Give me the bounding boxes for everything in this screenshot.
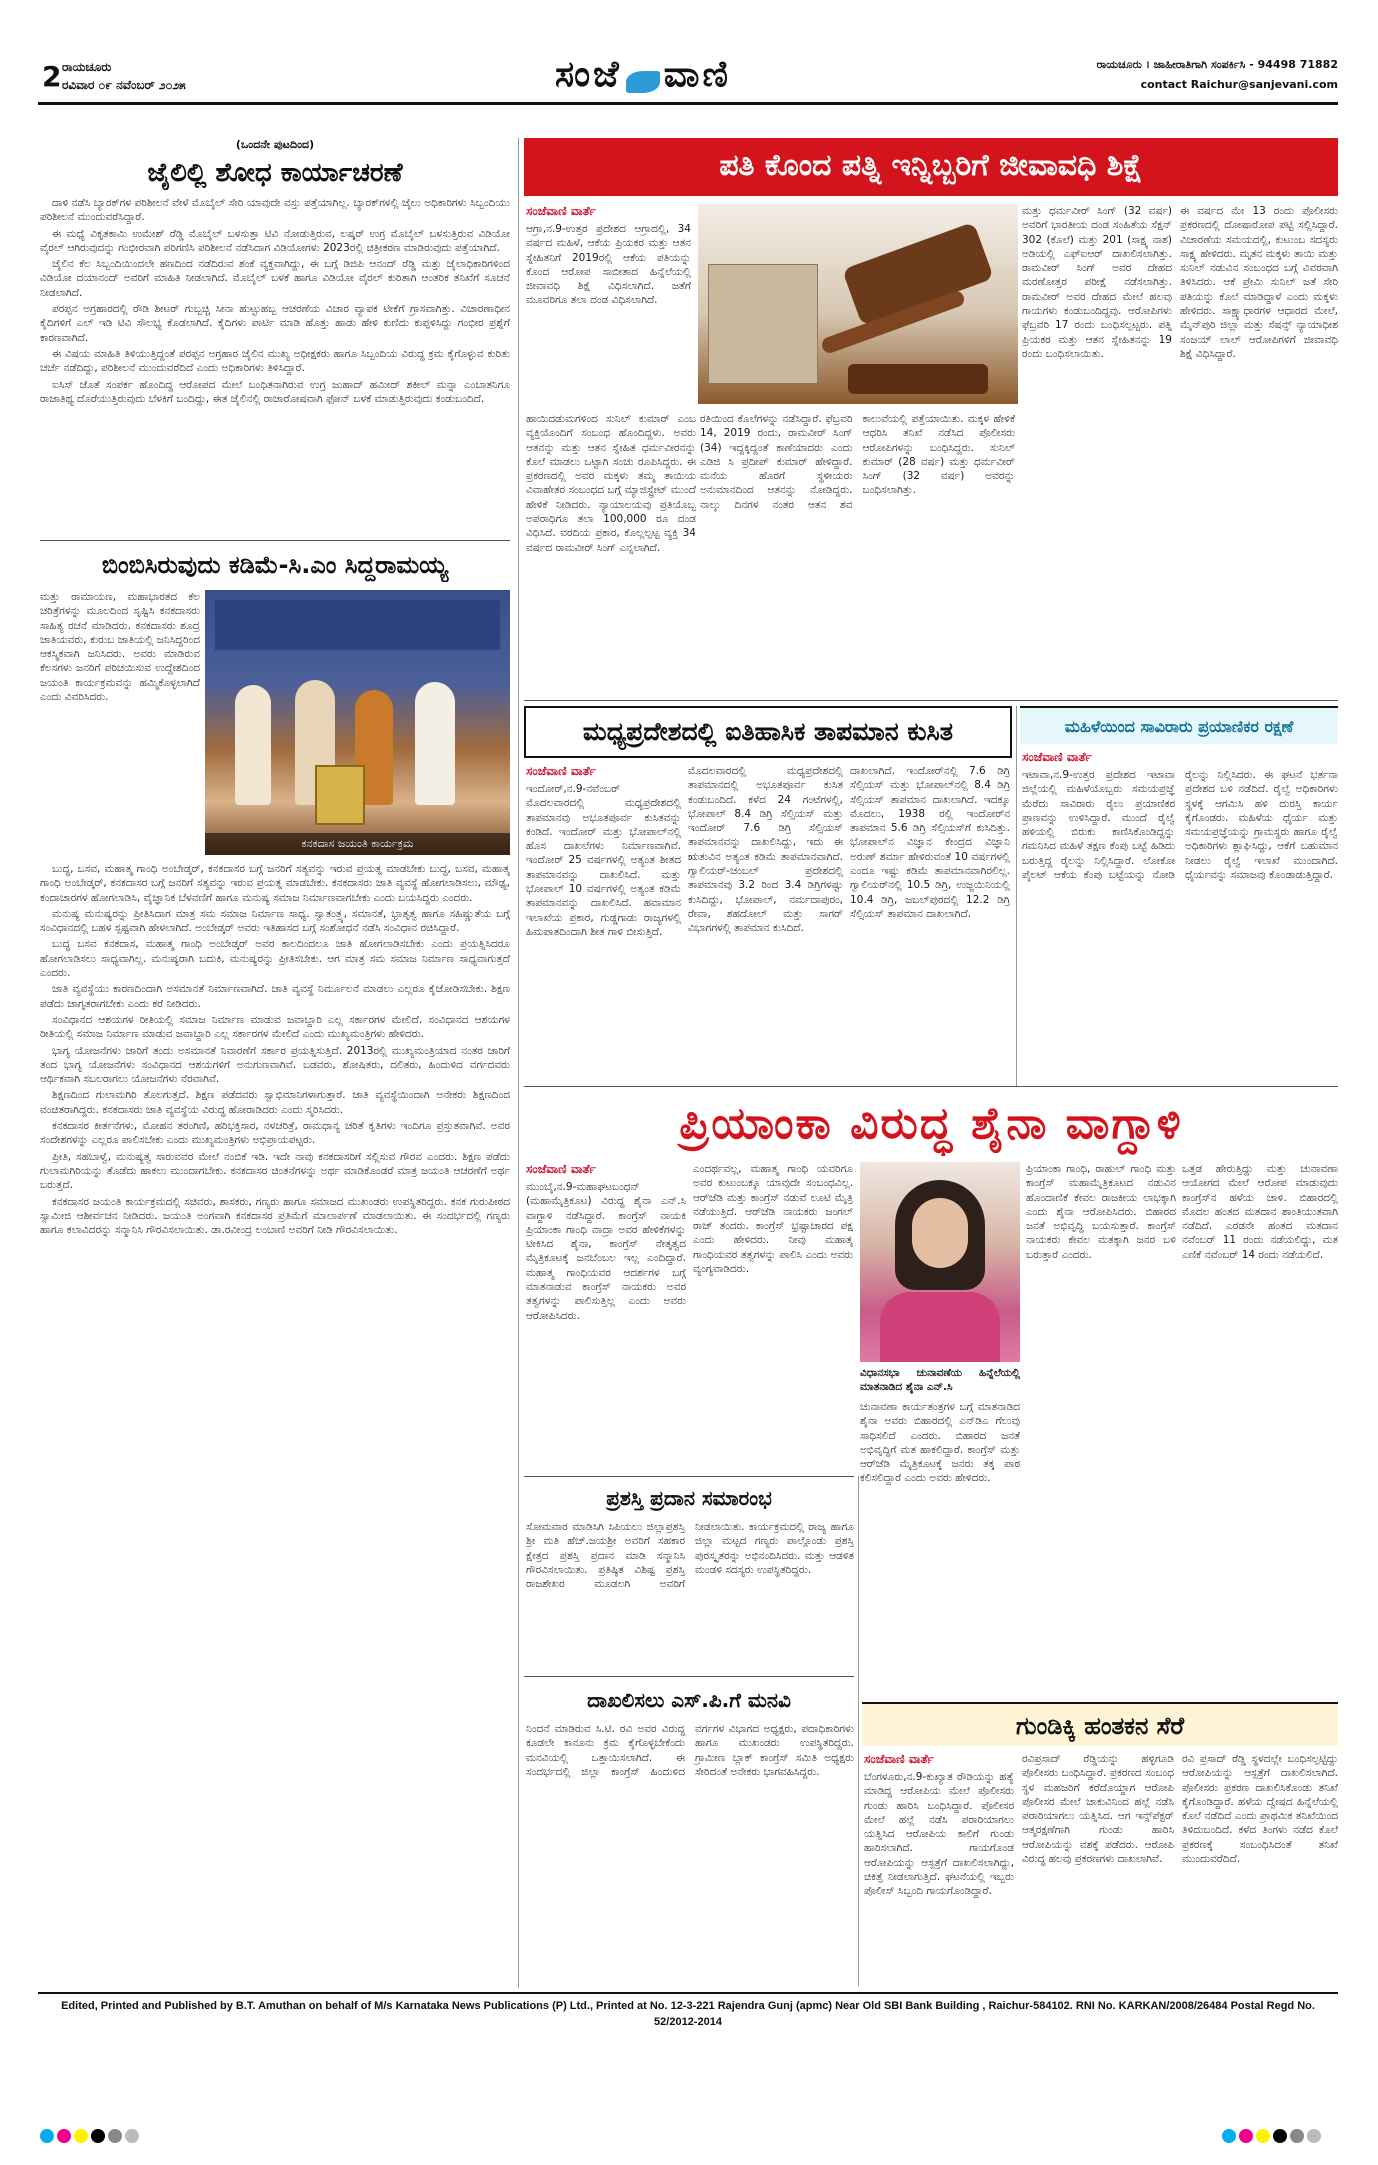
- jail-headline: ಜೈಲಿಲ್ಲಿ ಶೋಧ ಕಾರ್ಯಾಚರಣೆ: [147, 158, 403, 188]
- portrait-face: [912, 1198, 968, 1268]
- portrait-dress: [880, 1292, 1000, 1362]
- cm-intro: ಮತ್ತು ರಾಮಾಯಣ, ಮಹಾಭಾರತದ ಕೆಲ ಚರಿತ್ರೆಗಳನ್ನು ಮೂಲದಿಂದ ಸೃಷ್ಟಿಸಿ ಕನಕದಾಸರು ಸಾಹಿತ್ಯ ರಚನೆ ಮಾಡಿದರು. ಕನಕದಾಸರು ಶೂದ್ರ ಜಾತಿಯವರು, ಕುರುಬ ಜಾತಿಯಲ್ಲಿ ಜನಿಸಿದ್ದರಿಂದ ಆಕಸ್ಮಿಕವಾಗಿ ಜನಿಸಿದರು. ಅವರು ಮಾಡಿರುವ ಕೆಲಸಗಳು ಜನರಿಗೆ ಪರಿಚಯಿಸುವ ಉದ್ದೇಶದಿಂದ ಜಯಂತಿ ಕಾರ್ಯಕ್ರಮವನ್ನು ಹಮ್ಮಿಕೊಳ್ಳಲಾಗಿದೆ ಎಂದು ವಿವರಿಸಿದರು.: [40, 591, 200, 704]
- life-col2: ರತಿಯಿಂದ ಕೊಲೆಗಳನ್ನು ನಡೆಸಿದ್ದಾರೆ. ಫೆಬ್ರವರಿ 14, 2019 ರಂದು, ರಾಮವೀರ್ ಸಿಂಗ್ (34) ಇದ್ದಕ್ಕಿದ್ದಂತೆ ಕಾಣೆಯಾದರು ಎಂದು ಎಡಿಜಿ ಸಿ ಪ್ರದೀಪ್ ಕುಮಾರ್ ಹೇಳಿದ್ದಾರೆ. ಮನೆಯ ಹೊರಗೆ ಸ್ಥಳೀಯರು ಅನುಮಾನದಿಂದ ಆತನನ್ನು ನೋಡಿದ್ದರು. ನಾಲ್ಕು ದಿನಗಳ ನಂತರ ಆತನ ಶವ ಕಾಲುವೆಯಲ್ಲಿ ಪತ್ತೆಯಾಯಿತು. ಮಕ್ಕಳ ಹೇಳಿಕೆ ಆಧರಿಸಿ ತನಿಖೆ ನಡೆಸಿದ ಪೊಲೀಸರು ಆರೋಪಿಗಳನ್ನು ಬಂಧಿಸಿದ್ದರು. ಸುನಿಲ್ ಕುಮಾರ್ (28 ವರ್ಷ) ಮತ್ತು ಧರ್ಮವೀರ್ ಸಿಂಗ್ (32 ವರ್ಷ) ಅವರನ್ನು ಬಂಧಿಸಲಾಗಿತ್ತು.: [700, 413, 1015, 511]
- shaina-photo: [860, 1162, 1020, 1362]
- life-sentence-headline: ಪತಿ ಕೊಂದ ಪತ್ನಿ ಇನ್ನಿಬ್ಬರಿಗೆ ಜೀವಾವಧಿ ಶಿಕ್ಷೆ: [719, 148, 1143, 183]
- black-dot: [1273, 2129, 1287, 2143]
- award-headline: ಪ್ರಶಸ್ತಿ ಪ್ರದಾನ ಸಮಾರಂಭ: [606, 1486, 772, 1510]
- footer-imprint: Edited, Printed and Published by B.T. Amuthan on behalf of M/s Karnataka News Publications (P) Ltd., Printed at No. 12-3-221 Rajendra Gunj (apmc) Near Old SBI Bank Building , Raichur-584102. RNI No. KARKAN/2008/26484 Postal Regd No. 52/2012-2014: [61, 2000, 1315, 2028]
- jail-paragraph: ಐಸಿಸ್ ಜೊತೆ ಸಂಪರ್ಕ ಹೊಂದಿದ್ದ ಆರೋಪದ ಮೇಲೆ ಬಂಧಿತನಾಗಿರುವ ಉಗ್ರ ಜುಹಾದ್ ಹಮೀದ್ ಶಕೀಲ್ ಮನ್ನಾ ಎಂಬಾತನಿಗೂ ರಾಜಾತಿಥ್ಯ ದೊರೆಯುತ್ತಿರುವುದು ಬೆಳಕಿಗೆ ಬಂದಿದ್ದು, ಈತ ಜೈಲಿನಲ್ಲಿ ರಾಜಾರೋಷವಾಗಿ ಫೋನ್ ಬಳಕೆ ಮಾಡುತ್ತಿರುವುದು ಕಂಡುಬಂದಿದೆ.: [40, 378, 510, 405]
- masthead: [478, 54, 808, 106]
- priyanka-col1: ಮುಂಬೈ,ನ.9-ಮಹಾಘಟಬಂಧನ್ (ಮಹಾಮೈತ್ರಿಕೂಟ) ವಿರುದ್ಧ ಶೈನಾ ಎನ್.ಸಿ ವಾಗ್ದಾಳಿ ನಡೆಸಿದ್ದಾರೆ. ಕಾಂಗ್ರೆಸ್ ನಾಯಕಿ ಪ್ರಿಯಾಂಕಾ ಗಾಂಧಿ ವಾದ್ರಾ ಅವರ ಹೇಳಿಕೆಗಳನ್ನು ಟೀಕಿಸಿದ ಶೈನಾ, ಕಾಂಗ್ರೆಸ್ ನೇತೃತ್ವದ ಮೈತ್ರಿಕೂಟಕ್ಕೆ ಜನಬೆಂಬಲ ಇಲ್ಲ ಎಂದಿದ್ದಾರೆ. ಮಹಾತ್ಮ ಗಾಂಧಿಯವರ ಆದರ್ಶಗಳ ಬಗ್ಗೆ ಮಾತನಾಡುವ ಕಾಂಗ್ರೆಸ್ ನಾಯಕರು ಅವರ ತತ್ವಗಳನ್ನು ಪಾಲಿಸುತ್ತಿಲ್ಲ ಎಂದು ಅವರು ಆರೋಪಿಸಿದರು.: [526, 1181, 686, 1322]
- heat-byline: ಸಂಜೆವಾಣಿ ವಾರ್ತೆ: [526, 764, 596, 778]
- heat-headline-box: [524, 706, 1012, 758]
- magenta-dot: [57, 2129, 71, 2143]
- cm-paragraph: ಮನುಷ್ಯ ಮನುಷ್ಯರನ್ನು ಪ್ರೀತಿಸಿದಾಗ ಮಾತ್ರ ಸಮ ಸಮಾಜ ನಿರ್ಮಾಣ ಸಾಧ್ಯ. ಸ್ವಾತಂತ್ರ್ಯ, ಸಮಾನತೆ, ಭ್ರಾತೃತ್ವ ಹಾಗೂ ಸಹಿಷ್ಣುತೆಯ ಬಗ್ಗೆ ಸಂವಿಧಾನದಲ್ಲಿ ಬಹಳ ಸ್ಪಷ್ಟವಾಗಿ ಹೇಳಲಾಗಿದೆ. ಅಂಬೇಡ್ಕರ್ ಅವರು ಇತಿಹಾಸದ ಬಗ್ಗೆ ಸಂಶೋಧನೆ ನಡೆಸಿ ಸಂವಿಧಾನ ರಚಿಸಿದ್ದಾರೆ.: [40, 907, 510, 935]
- gundikki-byline: ಸಂಜೆವಾಣಿ ವಾರ್ತೆ: [864, 1752, 934, 1766]
- person-figure: [235, 685, 271, 805]
- jail-kicker: (ಒಂದನೇ ಪುಟದಿಂದ): [235, 138, 315, 151]
- cm-paragraph: ಭಾಗ್ಯ ಯೋಜನೆಗಳು ಜಾರಿಗೆ ತಂದು ಅಸಮಾನತೆ ನಿವಾರಣೆಗೆ ಸರ್ಕಾರ ಪ್ರಯತ್ನಿಸುತ್ತಿದೆ. 2013ರಲ್ಲಿ ಮುಖ್ಯಮಂತ್ರಿಯಾದ ನಂತರ ಜಾರಿಗೆ ತಂದ ಭಾಗ್ಯ ಯೋಜನೆಗಳು ಸಂವಿಧಾನದ ಆಶಯಗಳಿಗೆ ಅನುಗುಣವಾಗಿವೆ. ಬಡವರು, ಶೋಷಿತರು, ದಲಿತರು, ಹಿಂದುಳಿದ ವರ್ಗದವರು ಆರ್ಥಿಕವಾಗಿ ಸಬಲರಾಗಲು ಯೋಜನೆಗಳು ನೆರವಾಗಿವೆ.: [40, 1044, 510, 1086]
- cm-paragraph: ಪ್ರೀತಿ, ಸಹಬಾಳ್ವೆ, ಮನುಷ್ಯತ್ವ ಸಾರುವವರ ಮೇಲೆ ನಂಬಿಕೆ ಇಡಿ. ಇದೇ ನಾವು ಕನಕದಾಸರಿಗೆ ಸಲ್ಲಿಸುವ ಗೌರವ ಎಂದರು. ಶಿಕ್ಷಣ ಪಡೆದು ಗುಲಾಮಗಿರಿಯನ್ನು ತೊಡೆದು ಹಾಕಲು ಮುಂದಾಗಬೇಕು. ಕನಕದಾಸರ ಚಿಂತನೆಗಳನ್ನು ಅರ್ಥ ಮಾಡಿಕೊಂಡರೆ ಮಾತ್ರ ಜಯಂತಿ ಆಚರಣೆಗೆ ಅರ್ಥ ಬರುತ್ತದೆ.: [40, 1150, 510, 1192]
- yellow-dot: [1256, 2129, 1270, 2143]
- heat-col2: ಮೊದಲವಾರದಲ್ಲಿ ಮಧ್ಯಪ್ರದೇಶದಲ್ಲಿ ತಾಪಮಾನದಲ್ಲಿ ಅಭೂತಪೂರ್ವ ಕುಸಿತ ಕಂಡುಬಂದಿದೆ. ಕಳೆದ 24 ಗಂಟೆಗಳಲ್ಲಿ, ಭೋಪಾಲ್ 8.4 ಡಿಗ್ರಿ ಸೆಲ್ಸಿಯಸ್ ಮತ್ತು ಇಂದೋರ್ 7.6 ಡಿಗ್ರಿ ಸೆಲ್ಸಿಯಸ್ ತಾಪಮಾನವನ್ನು ದಾಖಲಿಸಿದ್ದು, ಇದು ಈ ಋತುವಿನ ಅತ್ಯಂತ ಕಡಿಮೆ ತಾಪಮಾನವಾಗಿದೆ. ಗ್ವಾಲಿಯರ್-ಚಂಬಲ್ ಪ್ರದೇಶದಲ್ಲಿ ತಾಪಮಾನವು 3.2 ರಿಂದ 3.4 ಡಿಗ್ರಿಗಳಷ್ಟು ಕುಸಿದಿದ್ದು, ಭೋಪಾಲ್, ನರ್ಮದಾಪುರಂ, ರೇವಾ, ಶಹದೋಲ್ ಮತ್ತು ಸಾಗರ್ ವಿಭಾಗಗಳಲ್ಲಿ ತಾಪಮಾನ ಕುಸಿದಿದೆ.: [688, 765, 843, 935]
- life-col4: ಈ ವರ್ಷದ ಮೇ 13 ರಂದು ಪೊಲೀಸರು ಪ್ರಕರಣದಲ್ಲಿ ದೋಷಾರೋಪ ಪಟ್ಟಿ ಸಲ್ಲಿಸಿದ್ದಾರೆ. ವಿಚಾರಣೆಯ ಸಮಯದಲ್ಲಿ, ಕುಟುಂಬ ಸದಸ್ಯರು ಸಾಕ್ಷ್ಯ ಹೇಳಿದರು. ಮೃತನ ಮಕ್ಕಳು ತಾಯಿ ಮತ್ತು ಸುನಿಲ್ ನಡುವಿನ ಸಂಬಂಧದ ಬಗ್ಗೆ ವಿವರವಾಗಿ ತಿಳಿಸಿದರು. ಆಕೆ ಪ್ರೇಮಿ ಸುನಿಲ್ ಜತೆ ಸೇರಿ ಪತಿಯನ್ನು ಕೊಲೆ ಮಾಡಿದ್ದಾಳೆ ಎಂದು ಮಕ್ಕಳು ಹೇಳಿದರು. ಸಾಕ್ಷ್ಯಾಧಾರಗಳ ಆಧಾರದ ಮೇಲೆ, ಮೈನ್‌ಪುರಿ ಜಿಲ್ಲಾ ಮತ್ತು ಸೆಷನ್ಸ್ ನ್ಯಾಯಾಧೀಶ ಸಂಜಯ್ ಲಾಲ್ ಆರೋಪಿಗಳಿಗೆ ಜೀವಾವಧಿ ಶಿಕ್ಷೆ ವಿಧಿಸಿದ್ದಾರೆ.: [1180, 205, 1338, 360]
- masthead-left: ಸಂಜೆ: [554, 54, 622, 95]
- cm-event-photo: [205, 590, 510, 855]
- gundikki-headline-box: [862, 1702, 1338, 1746]
- yellow-dot: [74, 2129, 88, 2143]
- contact-email: contact Raichur@sanjevani.com: [1140, 78, 1338, 91]
- jail-paragraph: ಈ ವಿಷಯ ಮಾಹಿತಿ ತಿಳಿಯುತ್ತಿದ್ದಂತೆ ಪರಪ್ಪನ ಅಗ್ರಹಾರ ಜೈಲಿನ ಮುಖ್ಯ ಅಧೀಕ್ಷಕರು ಹಾಗೂ ಸಿಬ್ಬಂದಿಯ ವಿರುದ್ಧ ಕ್ರಮ ಕೈಗೊಳ್ಳುವ ಕುರಿತು ಚರ್ಚೆ ನಡೆದಿದ್ದು, ಪರಿಶೀಲನೆ ಮುಂದುವರೆದಿದೆ ಎಂದು ಅಧಿಕಾರಿಗಳು ತಿಳಿಸಿದ್ದಾರೆ.: [40, 347, 510, 375]
- page-header: [38, 54, 1338, 130]
- jail-paragraph: ಪರಪ್ಪನ ಅಗ್ರಹಾರದಲ್ಲಿ ರೌಡಿ ಶೀಟರ್ ಗುಬ್ಬಚ್ಚಿ ಸೀನಾ ಹುಟ್ಟುಹಬ್ಬ ಆಚರಣೆಯ ವಿಚಾರ ವ್ಯಾಪಕ ಟೀಕೆಗೆ ಗ್ರಾಸವಾಗಿತ್ತು. ವಿಚಾರಣಾಧೀನ ಕೈದಿಗಳಿಗೆ ಎಲ್ ಇಡಿ ಟಿವಿ ಸೌಲಭ್ಯ ಕೊಡಲಾಗಿದೆ. ಕೈದಿಗಳು ಪಾರ್ಟಿ ಮಾಡಿ ಹೊತ್ತು ಹಾಡು ಹೇಳಿ ಕುಣಿದು ಕುಪ್ಪಳಿಸಿದ್ದು ಗಂಭೀರ ಪ್ರಶ್ನೆಗೆ ಕಾರಣವಾಗಿದೆ.: [40, 303, 510, 344]
- column-divider: [858, 1476, 859, 1986]
- passengers-body: ಇಟಾವಾ,ನ.9-ಉತ್ತರ ಪ್ರದೇಶದ ಇಟಾವಾ ಜಿಲ್ಲೆಯಲ್ಲಿ ಮಹಿಳೆಯೊಬ್ಬರು ಸಮಯಪ್ರಜ್ಞೆ ಮೆರೆದು ಸಾವಿರಾರು ರೈಲು ಪ್ರಯಾಣಿಕರ ಪ್ರಾಣವನ್ನು ಉಳಿಸಿದ್ದಾರೆ. ಮುಂದೆ ರೈಲ್ವೆ ಹಳಿಯಲ್ಲಿ ಬಿರುಕು ಕಾಣಿಸಿಕೊಂಡಿದ್ದನ್ನು ಗಮನಿಸಿದ ಮಹಿಳೆ ತಕ್ಷಣ ಕೆಂಪು ಬಟ್ಟೆ ಹಿಡಿದು ಬರುತ್ತಿದ್ದ ರೈಲನ್ನು ನಿಲ್ಲಿಸಿದ್ದಾರೆ. ಲೋಕೋ ಪೈಲಟ್ ಆಕೆಯ ಕೆಂಪು ಬಟ್ಟೆಯನ್ನು ನೋಡಿ ರೈಲನ್ನು ನಿಲ್ಲಿಸಿದರು. ಈ ಘಟನೆ ಭರ್ತನಾ ಪ್ರದೇಶದ ಬಳಿ ನಡೆದಿದೆ. ರೈಲ್ವೆ ಅಧಿಕಾರಿಗಳು ಸ್ಥಳಕ್ಕೆ ಆಗಮಿಸಿ ಹಳಿ ದುರಸ್ತಿ ಕಾರ್ಯ ಕೈಗೊಂಡರು. ಮಹಿಳೆಯ ಧೈರ್ಯ ಮತ್ತು ಸಮಯಪ್ರಜ್ಞೆಯನ್ನು ಗ್ರಾಮಸ್ಥರು ಹಾಗೂ ರೈಲ್ವೆ ಅಧಿಕಾರಿಗಳು ಶ್ಲಾಘಿಸಿದ್ದು, ಆಕೆಗೆ ಬಹುಮಾನ ನೀಡಲು ರೈಲ್ವೆ ಇಲಾಖೆ ಮುಂದಾಗಿದೆ. ಧೈರ್ಯವನ್ನು ಸಮಾಜವು ಕೊಂಡಾಡುತ್ತಿದ್ದಾರೆ.: [1022, 769, 1338, 882]
- gundikki-col1: ಬೆಂಗಳೂರು,ನ.9-ಕುಖ್ಯಾತ ರೌಡಿಯನ್ನು ಹತ್ಯೆ ಮಾಡಿದ್ದ ಆರೋಪಿಯ ಮೇಲೆ ಪೊಲೀಸರು ಗುಂಡು ಹಾರಿಸಿ ಬಂಧಿಸಿದ್ದಾರೆ. ಪೊಲೀಸರ ಮೇಲೆ ಹಲ್ಲೆ ನಡೆಸಿ ಪರಾರಿಯಾಗಲು ಯತ್ನಿಸಿದ ಆರೋಪಿಯ ಕಾಲಿಗೆ ಗುಂಡು ಹಾರಿಸಲಾಗಿದೆ. ಗಾಯಗೊಂಡ ಆರೋಪಿಯನ್ನು ಆಸ್ಪತ್ರೆಗೆ ದಾಖಲಿಸಲಾಗಿದ್ದು, ಚಿಕಿತ್ಸೆ ನೀಡಲಾಗುತ್ತಿದೆ. ಘಟನೆಯಲ್ಲಿ ಇಬ್ಬರು ಪೊಲೀಸ್ ಸಿಬ್ಬಂದಿ ಗಾಯಗೊಂಡಿದ್ದಾರೆ.: [864, 1771, 1014, 1898]
- cm-paragraph: ಬುದ್ಧ ಬಸವ ಕನಕದಾಸ, ಮಹಾತ್ಮ ಗಾಂಧಿ ಅಂಬೇಡ್ಕರ್ ಅವರ ಕಾಲದಿಂದಲೂ ಜಾತಿ ಹೋಗಲಾಡಿಸಬೇಕು ಎಂದು ಪ್ರಯತ್ನಿಸಿದರೂ ಹೋಗಲಾಡಿಸಲು ಸಾಧ್ಯವಾಗಿಲ್ಲ. ಮನುಷ್ಯರಾಗಿ ಬದುಕಿ, ಮನುಷ್ಯರನ್ನು ಪ್ರೀತಿಸಬೇಕು. ಆಗ ಮಾತ್ರ ಸಮ ಸಮಾಜ ನಿರ್ಮಾಣ ಸಾಧ್ಯವಾಗುತ್ತದೆ ಎಂದರು.: [40, 938, 510, 980]
- person-figure: [415, 682, 455, 805]
- cm-paragraph: ಕನಕದಾಸರ ಕೀರ್ತನೆಗಳು, ಮೋಹನ ತರಂಗಿಣಿ, ಹರಿಭಕ್ತಿಸಾರ, ನಳಚರಿತ್ರೆ, ರಾಮಧಾನ್ಯ ಚರಿತೆ ಕೃತಿಗಳು ಇಂದಿಗೂ ಪ್ರಸ್ತುತವಾಗಿವೆ. ಅವರ ಸಂದೇಶಗಳನ್ನು ಎಲ್ಲರೂ ಪಾಲಿಸಬೇಕು ಎಂದು ಮುಖ್ಯಮಂತ್ರಿಗಳು ಅಭಿಪ್ರಾಯಪಟ್ಟರು.: [40, 1120, 510, 1147]
- contact-line: ರಾಯಚೂರು । ಜಾಹೀರಾತಿಗಾಗಿ ಸಂಪರ್ಕಿಸಿ - 94498 71882: [1096, 58, 1338, 71]
- masthead-right: ವಾಣಿ: [663, 54, 731, 95]
- jail-paragraph: ಜೈಲಿನ ಕೆಲ ಸಿಬ್ಬಂದಿಯಿಂದಲೇ ಹಣದಿಂದ ನಡೆದಿರುವ ಶಂಕೆ ವ್ಯಕ್ತವಾಗಿದ್ದು, ಈ ಬಗ್ಗೆ ಡಿಜಿಪಿ ಆನಂದ್ ರೆಡ್ಡಿ ಮತ್ತು ಜೈಲಾಧಿಕಾರಿಗಳಿಂದ ವಿಡಿಯೋ ದಯಾನಂದ್ ಅವರಿಗೆ ಮಾಹಿತಿ ನೀಡಲಾಗಿದೆ. ಮೊಬೈಲ್ ಬಳಕೆ ಹಾಗೂ ವಿಡಿಯೋ ವೈರಲ್ ಕುರಿತಾಗಿ ಆಂತರಿಕ ತನಿಖೆಗೆ ಸೂಚನೆ ನೀಡಲಾಗಿದೆ.: [40, 258, 510, 299]
- stage-banner: [215, 600, 500, 650]
- column-divider: [1016, 706, 1017, 1086]
- priyanka-col3-below: ಚುನಾವಣಾ ಕಾರ್ಯತಂತ್ರಗಳ ಬಗ್ಗೆ ಮಾತನಾಡಿದ ಶೈನಾ ಅವರು ಬಿಹಾರದಲ್ಲಿ ಎನ್‌ಡಿಎ ಗೆಲುವು ಸಾಧಿಸಲಿದೆ ಎಂದರು. ಬಿಹಾರದ ಜನತೆ ಅಭಿವೃದ್ಧಿಗೆ ಮತ ಹಾಕಲಿದ್ದಾರೆ. ಕಾಂಗ್ರೆಸ್ ಮತ್ತು ಆರ್‌ಜೆಡಿ ಮೈತ್ರಿಕೂಟಕ್ಕೆ ಜನರು ತಕ್ಕ ಪಾಠ ಕಲಿಸಲಿದ್ದಾರೆ ಎಂದು ಅವರು ಹೇಳಿದರು.: [860, 1401, 1020, 1485]
- divider: [524, 1086, 1338, 1087]
- divider: [40, 540, 510, 541]
- cm-paragraph: ಶಿಕ್ಷಣದಿಂದ ಗುಲಾಮಗಿರಿ ತೊಲಗುತ್ತದೆ. ಶಿಕ್ಷಣ ಪಡೆದವರು ಸ್ವಾಭಿಮಾನಿಗಳಾಗುತ್ತಾರೆ. ಜಾತಿ ವ್ಯವಸ್ಥೆಯಿಂದಾಗಿ ಅನೇಕರು ಶಿಕ್ಷಣದಿಂದ ವಂಚಿತರಾಗಿದ್ದರು. ಕನಕದಾಸರು ಜಾತಿ ವ್ಯವಸ್ಥೆಯ ವಿರುದ್ಧ ಹೋರಾಡಿದರು ಎಂದು ಸ್ಮರಿಸಿದರು.: [40, 1089, 510, 1116]
- divider: [524, 700, 1338, 701]
- cm-paragraph: ಕನಕದಾಸರ ಜಯಂತಿ ಕಾರ್ಯಕ್ರಮದಲ್ಲಿ ಸಚಿವರು, ಶಾಸಕರು, ಗಣ್ಯರು ಹಾಗೂ ಸಮಾಜದ ಮುಖಂಡರು ಉಪಸ್ಥಿತರಿದ್ದರು. ಕನಕ ಗುರುಪೀಠದ ಸ್ವಾಮೀಜಿ ಆಶೀರ್ವಚನ ನೀಡಿದರು. ಜಯಂತಿ ಅಂಗವಾಗಿ ಕನಕದಾಸರ ಪ್ರತಿಮೆಗೆ ಮಾಲಾರ್ಪಣೆ ಮಾಡಲಾಯಿತು. ಈ ಸಂದರ್ಭದಲ್ಲಿ ಗಣ್ಯರು ಹಾಗೂ ಕಲಾವಿದರನ್ನು ಸನ್ಮಾನಿಸಿ ಗೌರವಿಸಲಾಯಿತು. ಡಾ.ರವೀಂದ್ರ ಲಂಬಾಣಿ ಅವರಿಗೆ ನೀಡಿ ಗೌರವಿಸಲಾಯಿತು.: [40, 1195, 510, 1237]
- gundikki-headline: ಗುಂಡಿಕ್ಕಿ ಹಂತಕನ ಸೆರೆ: [1015, 1712, 1185, 1740]
- book-stack: [708, 264, 818, 384]
- gundikki-col3: ರವಿ ಪ್ರಸಾದ್ ರೆಡ್ಡಿ ಸ್ಥಳದಲ್ಲೇ ಬಂಧಿಸಲ್ಪಟ್ಟಿದ್ದು ಆರೋಪಿಯನ್ನು ಆಸ್ಪತ್ರೆಗೆ ದಾಖಲಿಸಲಾಗಿದೆ. ಪೊಲೀಸರು ಪ್ರಕರಣ ದಾಖಲಿಸಿಕೊಂಡು ತನಿಖೆ ಕೈಗೊಂಡಿದ್ದಾರೆ. ಹಳೆಯ ದ್ವೇಷದ ಹಿನ್ನೆಲೆಯಲ್ಲಿ ಕೊಲೆ ನಡೆದಿದೆ ಎಂದು ಪ್ರಾಥಮಿಕ ತನಿಖೆಯಿಂದ ತಿಳಿದುಬಂದಿದೆ. ಕಳೆದ ತಿಂಗಳು ನಡೆದ ಕೊಲೆ ಪ್ರಕರಣಕ್ಕೆ ಸಂಬಂಧಿಸಿದಂತೆ ತನಿಖೆ ಮುಂದುವರೆದಿದೆ.: [1182, 1753, 1338, 1866]
- shaina-caption: ವಿಧಾನಸಭಾ ಚುನಾವಣೆಯ ಹಿನ್ನೆಲೆಯಲ್ಲಿ ಮಾತನಾಡಿದ ಶೈನಾ ಎನ್.ಸಿ: [860, 1367, 1020, 1394]
- header-date: ರವಿವಾರ ೦೯ ನವೆಂಬರ್ ೨೦೨೫: [62, 78, 186, 92]
- priyanka-byline: ಸಂಜೆವಾಣಿ ವಾರ್ತೆ: [526, 1162, 596, 1176]
- registration-marks-right: [1222, 2128, 1324, 2147]
- award-body: ಸೋಮವಾರ ಮಾಡಿಸಿಗಿ ಸಿಪಿಯಲು ಜಿಲ್ಲಾಪ್ರಶಸ್ತಿ ಶ್ರೀ ಮತಿ ಹೆಚ್.ಜಯಶ್ರೀ ಅವರಿಗೆ ಸಹಕಾರ ಕ್ಷೇತ್ರದ ಪ್ರಶಸ್ತಿ ಪ್ರದಾನ ಮಾಡಿ ಸನ್ಮಾನಿಸಿ ಗೌರವಿಸಲಾಯಿತು. ಪ್ರತಿಷ್ಠಿತ ವಿಶಿಷ್ಟ ಪ್ರಶಸ್ತಿ ರಾಜಶೇಖರ ಮೂಡಲಗಿ ಅವರಿಗೆ ನೀಡಲಾಯಿತು. ಕಾರ್ಯಕ್ರಮದಲ್ಲಿ ರಾಜ್ಯ ಹಾಗೂ ಜಿಲ್ಲಾ ಮಟ್ಟದ ಗಣ್ಯರು ಪಾಲ್ಗೊಂಡು ಪ್ರಶಸ್ತಿ ಪುರಸ್ಕೃತರನ್ನು ಅಭಿನಂದಿಸಿದರು. ಮತ್ತು ಆಡಳಿತ ಮಂಡಳಿ ಸದಸ್ಯರು ಉಪಸ್ಥಿತರಿದ್ದರು.: [526, 1521, 854, 1591]
- cyan-dot: [40, 2129, 54, 2143]
- heat-col3: ದಾಖಲಾಗಿದೆ. ಇಂದೋರ್‌ನಲ್ಲಿ 7.6 ಡಿಗ್ರಿ ಸೆಲ್ಸಿಯಸ್ ಮತ್ತು ಭೋಪಾಲ್‌ನಲ್ಲಿ 8.4 ಡಿಗ್ರಿ ಸೆಲ್ಸಿಯಸ್ ತಾಪಮಾನ ದಾಖಲಾಗಿದೆ. ಇದಕ್ಕೂ ಮೊದಲು, 1938 ರಲ್ಲಿ ಇಂದೋರ್‌ನ ತಾಪಮಾನ 5.6 ಡಿಗ್ರಿ ಸೆಲ್ಸಿಯಸ್‌ಗೆ ಕುಸಿದಿತ್ತು. ಭೋಪಾಲ್‌ನ ವಿಜ್ಞಾನ ಕೇಂದ್ರದ ವಿಜ್ಞಾನಿ ಅರುಣ್ ಶರ್ಮಾ ಹೇಳಿರುವಂತೆ 10 ವರ್ಷಗಳಲ್ಲಿ ಎಂದೂ ಇಷ್ಟು ಕಡಿಮೆ ತಾಪಮಾನವಾಗಿರಲಿಲ್ಲ. ಗ್ವಾಲಿಯರ್‌ನಲ್ಲಿ 10.5 ಡಿಗ್ರಿ, ಉಜ್ಜಯಿನಿಯಲ್ಲಿ 10.4 ಡಿಗ್ರಿ, ಜಬಲ್‌ಪುರದಲ್ಲಿ 12.2 ಡಿಗ್ರಿ ಸೆಲ್ಸಿಯಸ್ ತಾಪಮಾನ ದಾಖಲಾಗಿದೆ.: [850, 765, 1010, 920]
- heat-col1: ಇಂದೋರ್,ನ.9-ನವೆಂಬರ್ ಮೊದಲವಾರದಲ್ಲಿ ಮಧ್ಯಪ್ರದೇಶದಲ್ಲಿ ತಾಪಮಾನವು ಅಭೂತಪೂರ್ವ ಕುಸಿತವನ್ನು ಕಂಡಿದೆ. ಇಂದೋರ್ ಮತ್ತು ಭೋಪಾಲ್‌ನಲ್ಲಿ ಹೊಸ ದಾಖಲೆಗಳು ನಿರ್ಮಾಣವಾಗಿವೆ. ಇಂದೋರ್ 25 ವರ್ಷಗಳಲ್ಲಿ ಅತ್ಯಂತ ಶೀತದ ತಾಪಮಾನವನ್ನು ದಾಖಲಿಸಿದೆ. ಮತ್ತು ಭೋಪಾಲ್ 10 ವರ್ಷಗಳಲ್ಲಿ ಅತ್ಯಂತ ಕಡಿಮೆ ತಾಪಮಾನವನ್ನು ದಾಖಲಿಸಿದೆ. ಹವಾಮಾನ ಇಲಾಖೆಯ ಪ್ರಕಾರ, ಗುಡ್ಡಗಾಡು ರಾಜ್ಯಗಳಲ್ಲಿ ಹಿಮಪಾತದಿಂದಾಗಿ ಶೀತ ಗಾಳಿ ಬೀಸುತ್ತಿದೆ.: [526, 783, 681, 938]
- header-rule: [38, 102, 1338, 105]
- footer-rule: [38, 1992, 1338, 1994]
- grey-dot: [108, 2129, 122, 2143]
- life-col1-top: ಆಗ್ರಾ,ನ.9-ಉತ್ತರ ಪ್ರದೇಶದ ಆಗ್ರಾದಲ್ಲಿ, 34 ವರ್ಷದ ಮಹಿಳೆ, ಆಕೆಯ ಪ್ರಿಯಕರ ಮತ್ತು ಆತನ ಸ್ನೇಹಿತನಿಗೆ 2019ರಲ್ಲಿ ಆಕೆಯ ಪತಿಯನ್ನು ಕೊಂದ ಆರೋಪ ಸಾಬೀತಾದ ಹಿನ್ನೆಲೆಯಲ್ಲಿ ಜೀವಾವಧಿ ಶಿಕ್ಷೆ ವಿಧಿಸಲಾಗಿದೆ. ಜತೆಗೆ ಮೂವರಿಗೂ ತಲಾ ದಂಡ ವಿಧಿಸಲಾಗಿದೆ.: [526, 223, 691, 307]
- life-col1-bottom: ಹಾಯಿದಡುಮಗಳಿಂದ ಸುನಿಲ್ ಕುಮಾರ್ ಎಂಬ ವ್ಯಕ್ತಿಯೊಂದಿಗೆ ಸಂಬಂಧ ಹೊಂದಿದ್ದಳು. ಅವರು ಆತನನ್ನು ಮತ್ತು ಆತನ ಸ್ನೇಹಿತ ಧರ್ಮವೀರನನ್ನು ಕೊಲೆ ಮಾಡಲು ಒಟ್ಟಾಗಿ ಸಂಚು ರೂಪಿಸಿದ್ದರು. ಈ ಪ್ರಕರಣದಲ್ಲಿ ಅವರ ಮಕ್ಕಳು ತಮ್ಮ ತಾಯಿಯ ವಿವಾಹೇತರ ಸಂಬಂಧದ ಬಗ್ಗೆ ಮ್ಯಾಜಿಸ್ಟ್ರೇಟ್ ಮುಂದೆ ಹೇಳಿಕೆ ನೀಡಿದರು. ನ್ಯಾಯಾಲಯವು ಪ್ರತಿಯೊಬ್ಬ ಅಪರಾಧಿಗೂ ತಲಾ 100,000 ರೂ ದಂಡ ವಿಧಿಸಿದೆ. ವರದಿಯ ಪ್ರಕಾರ, ಕೊಲ್ಲಲ್ಪಟ್ಟ ವ್ಯಕ್ತಿ 34 ವರ್ಷದ ರಾಮವೀರ್ ಸಿಂಗ್ ಎನ್ನಲಾಗಿದೆ.: [526, 413, 696, 554]
- jail-paragraph: ದಾಳಿ ನಡೆಸಿ ಬ್ಯಾರಕ್‌ಗಳ ಪರಿಶೀಲನೆ ವೇಳೆ ಮೊಬೈಲ್ ಸೇರಿ ಯಾವುದೇ ವಸ್ತು ಪತ್ತೆಯಾಗಿಲ್ಲ. ಬ್ಯಾರಕ್‌ಗಳಲ್ಲಿ ಜೈಲು ಅಧಿಕಾರಿಗಳು ಸಿಬ್ಬಂದಿಯು ಪರಿಶೀಲನೆ ಮುಂದುವರೆಸಿದ್ದಾರೆ.: [40, 197, 510, 224]
- passengers-byline: ಸಂಜೆವಾಣಿ ವಾರ್ತೆ: [1022, 750, 1092, 764]
- grey-dot: [1307, 2129, 1321, 2143]
- grey-dot: [1290, 2129, 1304, 2143]
- divider: [524, 1676, 854, 1677]
- magenta-dot: [1239, 2129, 1253, 2143]
- priyanka-col4: ಪ್ರಿಯಾಂಕಾ ಗಾಂಧಿ, ರಾಹುಲ್ ಗಾಂಧಿ ಮತ್ತು ಕಾಂಗ್ರೆಸ್ ಮಹಾಮೈತ್ರಿಕೂಟದ ನಡುವಿನ ಹೊಂದಾಣಿಕೆ ಕೇವಲ ರಾಜಕೀಯ ಲಾಭಕ್ಕಾಗಿ ಎಂದು ಶೈನಾ ಆರೋಪಿಸಿದರು. ಬಿಹಾರದ ಜನತೆ ಅಭಿವೃದ್ಧಿ ಬಯಸುತ್ತಾರೆ. ಕಾಂಗ್ರೆಸ್ ನಾಯಕರು ಕೇವಲ ಮತಕ್ಕಾಗಿ ಜನರ ಬಳಿ ಬರುತ್ತಾರೆ ಎಂದರು.: [1026, 1163, 1176, 1261]
- priyanka-col2: ಎಂದರ್ಥವಲ್ಲ, ಮಹಾತ್ಮ ಗಾಂಧಿ ಯವರಿಗೂ ಅವರ ಕುಟುಂಬಕ್ಕೂ ಯಾವುದೇ ಸಂಬಂಧವಿಲ್ಲ. ಆರ್‌ಜೆಡಿ ಮತ್ತು ಕಾಂಗ್ರೆಸ್ ನಡುವೆ ಲೂಟಿ ಮೈತ್ರಿ ನಡೆಯುತ್ತಿದೆ. ಆರ್‌ಜೆಡಿ ನಾಯಕರು ಜಂಗಲ್ ರಾಜ್ ತಂದರು. ಕಾಂಗ್ರೆಸ್ ಭ್ರಷ್ಟಾಚಾರದ ಪಕ್ಷ ಎಂದು ಹೇಳಿದರು. ನೀವು ಮಹಾತ್ಮ ಗಾಂಧಿಯವರ ತತ್ವಗಳನ್ನು ಪಾಲಿಸಿ ಎಂದು ಅವರು ವ್ಯಂಗ್ಯವಾಡಿದರು.: [693, 1163, 853, 1276]
- passengers-headline-box: [1020, 706, 1338, 744]
- priyanka-col5: ಒತ್ತಡ ಹೇರುತ್ತಿದ್ದು ಮತ್ತು ಚುನಾವಣಾ ಆಯೋಗದ ಮೇಲೆ ಆರೋಪ ಮಾಡುವುದು ಕಾಂಗ್ರೆಸ್‌ನ ಹಳೆಯ ಚಾಳಿ. ಬಿಹಾರದಲ್ಲಿ ಮೊದಲ ಹಂತದ ಮತದಾನ ಶಾಂತಿಯುತವಾಗಿ ನಡೆದಿದೆ. ಎರಡನೇ ಹಂತದ ಮತದಾನ ನವೆಂಬರ್ 11 ರಂದು ನಡೆಯಲಿದ್ದು, ಮತ ಎಣಿಕೆ ನವೆಂಬರ್ 14 ರಂದು ನಡೆಯಲಿದೆ.: [1182, 1163, 1338, 1261]
- st-body: ನಿಂದನೆ ಮಾಡಿರುವ ಸಿ.ಟಿ. ರವಿ ಅವರ ವಿರುದ್ಧ ಕೂಡಲೇ ಕಾನೂನು ಕ್ರಮ ಕೈಗೊಳ್ಳಬೇಕೆಂದು ಮನವಿಯಲ್ಲಿ ಒತ್ತಾಯಿಸಲಾಗಿದೆ. ಈ ಸಂದರ್ಭದಲ್ಲಿ ಜಿಲ್ಲಾ ಕಾಂಗ್ರೆಸ್ ಹಿಂದುಳಿದ ವರ್ಗಗಳ ವಿಭಾಗದ ಅಧ್ಯಕ್ಷರು, ಪದಾಧಿಕಾರಿಗಳು ಹಾಗೂ ಮುಖಂಡರು ಉಪಸ್ಥಿತರಿದ್ದರು. ಗ್ರಾಮೀಣ ಬ್ಲಾಕ್ ಕಾಂಗ್ರೆಸ್ ಸಮಿತಿ ಅಧ್ಯಕ್ಷರು ಸೇರಿದಂತೆ ಅನೇಕರು ಭಾಗವಹಿಸಿದ್ದರು.: [526, 1723, 854, 1778]
- black-dot: [91, 2129, 105, 2143]
- photo-label: ಕನಕದಾಸ ಜಯಂತಿ ಕಾರ್ಯಕ್ರಮ: [205, 833, 510, 855]
- gavel-block: [848, 364, 988, 394]
- header-city: ರಾಯಚೂರು: [62, 60, 112, 74]
- jail-paragraph: ಈ ಮಧ್ಯೆ ವಿಕೃತಕಾಮಿ ಉಮೇಶ್ ರೆಡ್ಡಿ ಮೊಬೈಲ್ ಬಳಸುತ್ತಾ ಟಿವಿ ನೋಡುತ್ತಿರುವ, ಲಷ್ಕರ್ ಉಗ್ರ ಮೊಬೈಲ್ ಬಳಸುತ್ತಿರುವ ವಿಡಿಯೋ ವೈರಲ್ ಆಗಿರುವುದನ್ನು ಗಂಭೀರವಾಗಿ ಪರಿಗಣಿಸಿ ಪರಿಶೀಲನೆ ನಡೆಸಿದಾಗ ವಿಡಿಯೋಗಳು 2023ರಲ್ಲಿ ಚಿತ್ರೀಕರಣ ಮಾಡಿರುವುದು ಪತ್ತೆಯಾಗಿದೆ.: [40, 227, 510, 254]
- column-divider: [518, 138, 519, 1988]
- dove-icon: [626, 71, 660, 93]
- st-headline: ದಾಖಲಿಸಲು ಎಸ್.ಪಿ.ಗೆ ಮನವಿ: [587, 1688, 791, 1712]
- grey-dot: [125, 2129, 139, 2143]
- cm-paragraph: ಬುದ್ಧ, ಬಸವ, ಮಹಾತ್ಮ ಗಾಂಧಿ ಅಂಬೇಡ್ಕರ್, ಕನಕದಾಸರ ಬಗ್ಗೆ ಜನರಿಗೆ ಸತ್ಯವನ್ನು ಇರುವ ಪ್ರಯತ್ನ ಮಾಡಬೇಕು ಬುದ್ಧ, ಬಸವ, ಮಹಾತ್ಮ ಗಾಂಧಿ ಅಂಬೇಡ್ಕರ್, ಕನಕದಾಸರ ಬಗ್ಗೆ ಜನರಿಗೆ ಸತ್ಯವನ್ನು ಇರುವ ಪ್ರಯತ್ನ ಮಾಡಬೇಕು. ಕನಕದಾಸರು ಜಾತಿ ವ್ಯವಸ್ಥೆ ಹೋಗಲಾಡಿಸಲು, ಮೌಢ್ಯ, ಕಂದಾಚಾರಗಳ ಹೋಗಲಾಡಿಸಿ, ವೈಜ್ಞಾನಿಕ ಬೆಳವಣಿಗೆ ಹಾಗೂ ಮನುಷ್ಯ ಸಮಾಜ ನಿರ್ಮಾಣವಾಗಬೇಕು ಎಂದು ಬಯಸಿದ್ದರು ಎಂದರು.: [40, 863, 510, 904]
- page-number: 2: [42, 60, 62, 93]
- jail-body: [40, 196, 510, 536]
- award-plaque: [315, 765, 365, 825]
- cyan-dot: [1222, 2129, 1236, 2143]
- priyanka-headline: ಪ್ರಿಯಾಂಕಾ ವಿರುದ್ಧ ಶೈನಾ ವಾಗ್ದಾಳಿ: [679, 1098, 1183, 1149]
- gavel-photo: [698, 204, 1018, 404]
- heat-headline: ಮಧ್ಯಪ್ರದೇಶದಲ್ಲಿ ಐತಿಹಾಸಿಕ ತಾಪಮಾನ ಕುಸಿತ: [582, 717, 954, 746]
- cm-body: [40, 862, 510, 1982]
- registration-marks-left: [40, 2128, 142, 2147]
- cm-paragraph: ಜಾತಿ ವ್ಯವಸ್ಥೆಯು ಕಾರಣದಿಂದಾಗಿ ಅಸಮಾನತೆ ನಿರ್ಮಾಣವಾಗಿದೆ. ಜಾತಿ ವ್ಯವಸ್ಥೆ ನಿರ್ಮೂಲನೆ ಮಾಡಲು ಎಲ್ಲರೂ ಕೈಜೋಡಿಸಬೇಕು. ಶಿಕ್ಷಣ ಪಡೆದು ಜಾಗೃತರಾಗಬೇಕು ಎಂದು ಕರೆ ನೀಡಿದರು.: [40, 983, 510, 1010]
- life-byline: ಸಂಜೆವಾಣಿ ವಾರ್ತೆ: [526, 204, 596, 218]
- cm-paragraph: ಸಂವಿಧಾನದ ಆಶಯಗಳ ರೀತಿಯಲ್ಲಿ ಸಮಾಜ ನಿರ್ಮಾಣ ಮಾಡುವ ಜವಾಬ್ದಾರಿ ಎಲ್ಲ ಸರ್ಕಾರಗಳ ಮೇಲಿದೆ. ಸಂವಿಧಾನದ ಆಶಯಗಳ ರೀತಿಯಲ್ಲಿ ಸಮಾಜ ನಿರ್ಮಾಣ ಮಾಡುವ ಜವಾಬ್ದಾರಿ ಎಲ್ಲ ಸರ್ಕಾರಗಳ ಮೇಲಿದೆ ಎಂದು ಮುಖ್ಯಮಂತ್ರಿಗಳು ಹೇಳಿದರು.: [40, 1013, 510, 1041]
- life-col3: ಮತ್ತು ಧರ್ಮವೀರ್ ಸಿಂಗ್ (32 ವರ್ಷ) ಅವರಿಗೆ ಭಾರತೀಯ ದಂಡ ಸಂಹಿತೆಯ ಸೆಕ್ಷನ್ 302 (ಕೊಲೆ) ಮತ್ತು 201 (ಸಾಕ್ಷ್ಯ ನಾಶ) ಅಡಿಯಲ್ಲಿ ಎಫ್‌ಐಆರ್ ದಾಖಲಿಸಲಾಗಿತ್ತು. ರಾಮವೀರ್ ಸಿಂಗ್ ಅವರ ದೇಹದ ಮರಣೋತ್ತರ ಪರೀಕ್ಷೆ ನಡೆಸಲಾಗಿತ್ತು. ರಾಮವೀರ್ ಅವರ ದೇಹದ ಮೇಲೆ ಹಲವು ಗಾಯಗಳು ಕಂಡುಬಂದಿದ್ದವು. ಆರೋಪಿಗಳು ಫೆಬ್ರವರಿ 17 ರಂದು ಬಂಧಿಸಲ್ಪಟ್ಟರು. ಪತ್ನಿ ಪ್ರಿಯಕರ ಮತ್ತು ಆತನ ಸ್ನೇಹಿತನನ್ನು 19 ರಂದು ಬಂಧಿಸಲಾಯಿತು.: [1022, 205, 1172, 360]
- gundikki-col2: ರವಿಪ್ರಸಾದ್ ರೆಡ್ಡಿಯನ್ನು ಹಳ್ಳಿಗೂಡಿ ಪೊಲೀಸರು ಬಂಧಿಸಿದ್ದಾರೆ. ಪ್ರಕರಣದ ಸಂಬಂಧ ಸ್ಥಳ ಮಹಜರಿಗೆ ಕರೆದೊಯ್ದಾಗ ಆರೋಪಿ ಪೊಲೀಸರ ಮೇಲೆ ಚಾಕುವಿನಿಂದ ಹಲ್ಲೆ ನಡೆಸಿ ಪರಾರಿಯಾಗಲು ಯತ್ನಿಸಿದ. ಆಗ ಇನ್ಸ್‌ಪೆಕ್ಟರ್ ಆತ್ಮರಕ್ಷಣೆಗಾಗಿ ಗುಂಡು ಹಾರಿಸಿ ಆರೋಪಿಯನ್ನು ವಶಕ್ಕೆ ಪಡೆದರು. ಆರೋಪಿ ವಿರುದ್ಧ ಹಲವು ಪ್ರಕರಣಗಳು ದಾಖಲಾಗಿವೆ.: [1022, 1753, 1174, 1866]
- passengers-headline: ಮಹಿಳೆಯಿಂದ ಸಾವಿರಾರು ಪ್ರಯಾಣಿಕರ ರಕ್ಷಣೆ: [1064, 717, 1294, 736]
- life-sentence-banner: [524, 138, 1338, 196]
- divider: [524, 1476, 854, 1477]
- cm-headline: ಬಿಂಬಿಸಿರುವುದು ಕಡಿಮೆ-ಸಿ.ಎಂ ಸಿದ್ದರಾಮಯ್ಯ: [101, 551, 449, 579]
